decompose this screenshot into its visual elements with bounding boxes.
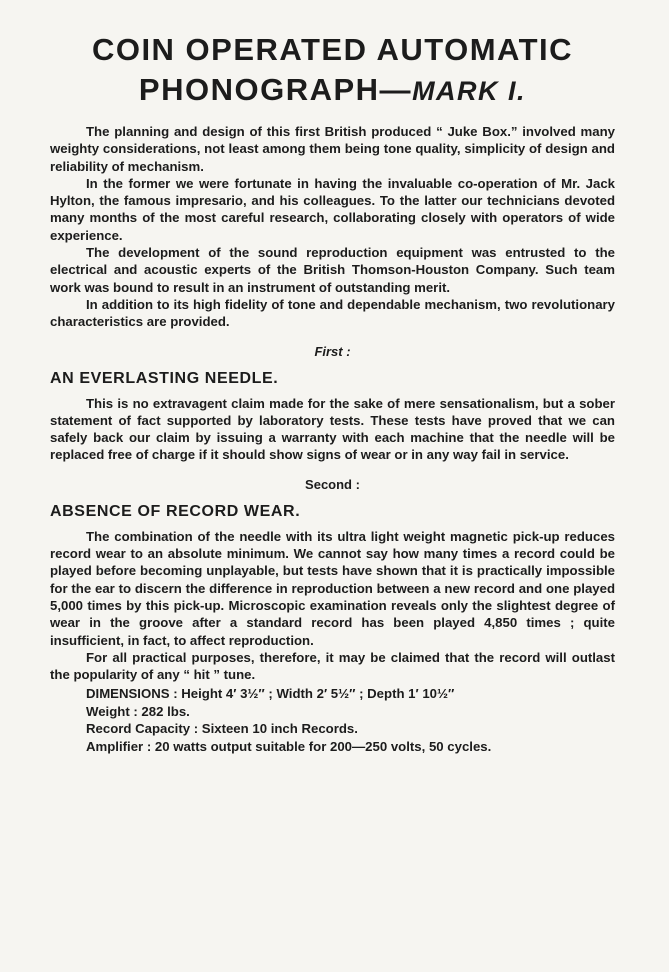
title-main: PHONOGRAPH— — [138, 72, 413, 107]
record-wear-heading: ABSENCE OF RECORD WEAR. — [50, 502, 301, 520]
title-line-2 — [50, 70, 615, 111]
page-title — [50, 30, 615, 111]
spec-amplifier: Amplifier : 20 watts output suitable for 200—250 volts, 50 cycles. — [86, 738, 492, 754]
specifications — [86, 685, 615, 755]
second-label: Second : — [305, 476, 360, 492]
practical-purposes-paragraph: For all practical purposes, therefore, it may be claimed that the record will outlast the popularity of any “ hit ” tune. — [50, 649, 615, 683]
needle-paragraph: This is no extravagent claim made for the sake of mere sensationalism, but a sober statement of fact supported by laboratory tests. These tests have proved that we can safely back our claim by issuing a warranty with each machine that the needle will be replaced free of charge if it should show signs of wear or in any way fail in service. — [50, 395, 615, 463]
intro-paragraph-4: In addition to its high fidelity of tone and dependable mechanism, two revolutionary characteristics are provided. — [50, 296, 615, 330]
spec-dimensions: DIMENSIONS : Height 4′ 3½″ ; Width 2′ 5½″ ; Depth 1′ 10½″ — [86, 686, 455, 702]
spec-record-capacity: Record Capacity : Sixteen 10 inch Records. — [86, 721, 358, 737]
intro-paragraph-3: The development of the sound reproduction equipment was entrusted to the electrical and acoustic experts of the British Thomson-Houston Company. Such team work was bound to result in an instrument of outstanding merit. — [50, 245, 615, 295]
needle-heading: AN EVERLASTING NEEDLE. — [50, 369, 279, 387]
intro-section — [50, 123, 615, 331]
spec-weight: Weight : 282 lbs. — [86, 703, 190, 719]
title-line-1: COIN OPERATED AUTOMATIC — [91, 32, 574, 67]
intro-paragraph-1: The planning and design of this first British produced “ Juke Box.” involved many weighty considerations, not least among them being tone quality, simplicity of design and reliability of mechanism. — [50, 124, 615, 174]
first-label: First : — [314, 343, 351, 359]
title-mark: MARK I. — [412, 76, 527, 106]
record-wear-paragraph: The combination of the needle with its ultra light weight magnetic pick-up reduces record wear to an absolute minimum. We cannot say how many times a record could be played before becoming unplayable, but tests have shown that it is practically impossible for the ear to discern the difference in reproduction between a new record and one played 5,000 times by this pick-up. Microscopic examination reveals only the slightest degree of wear in the groove after a standard record has been played 4,850 times ; quite insufficient, in fact, to affect reproduction. — [50, 528, 615, 648]
intro-paragraph-2: In the former we were fortunate in having the invaluable co-operation of Mr. Jack Hylton, the famous impresario, and his colleagues. To the latter our technicians devoted many months of the most careful research, collaborating closely with operators of wide experience. — [50, 175, 615, 243]
